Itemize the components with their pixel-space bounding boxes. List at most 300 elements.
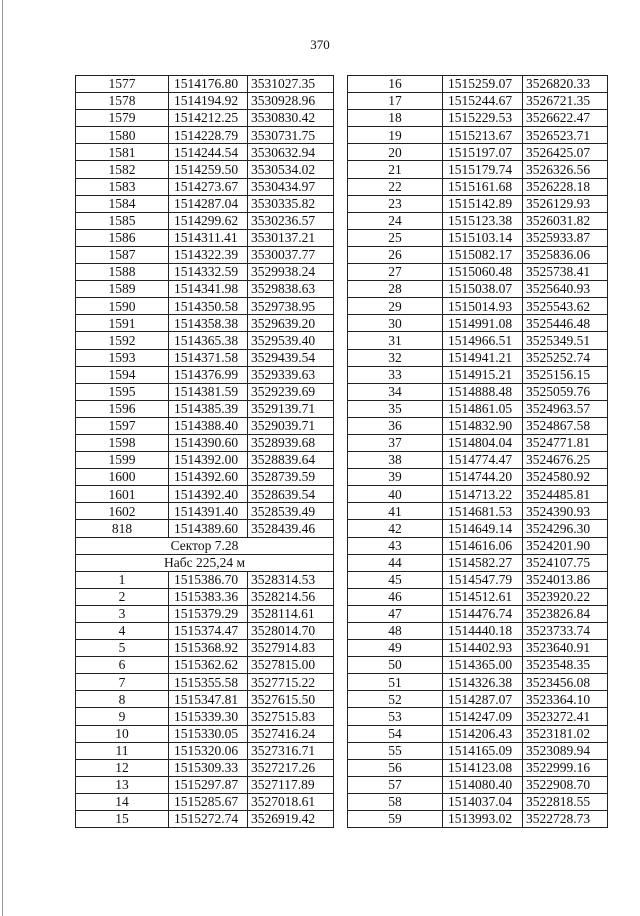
coord-x: 1514832.90: [443, 417, 523, 434]
point-number: 21: [348, 161, 443, 178]
coord-y: 3527715.22: [248, 674, 334, 691]
coord-y: 3524485.81: [523, 486, 608, 503]
table-row: [348, 691, 608, 708]
coord-y: 3522818.55: [523, 793, 608, 810]
point-number: 39: [348, 469, 443, 486]
table-row: [76, 229, 334, 246]
coord-x: 1515142.89: [443, 195, 523, 212]
table-row: [76, 246, 334, 263]
point-number: 1589: [76, 281, 169, 298]
point-number: 10: [76, 725, 169, 742]
point-number: 33: [348, 366, 443, 383]
point-number: 55: [348, 742, 443, 759]
coord-x: 1514206.43: [443, 725, 523, 742]
sector-subtitle: Набс 225,24 м: [76, 554, 334, 571]
table-row: [76, 127, 334, 144]
coord-y: 3523181.02: [523, 725, 608, 742]
table-row: [76, 691, 334, 708]
coordinates-table-right-body: [348, 76, 608, 828]
table-row: [76, 588, 334, 605]
point-number: 25: [348, 229, 443, 246]
table-row: [348, 537, 608, 554]
coord-x: 1514402.93: [443, 640, 523, 657]
table-row: [348, 434, 608, 451]
table-row: [348, 623, 608, 640]
coord-x: 1514385.39: [169, 400, 248, 417]
table-row: [348, 246, 608, 263]
table-row: [348, 366, 608, 383]
table-row: [348, 212, 608, 229]
coord-y: 3530632.94: [248, 144, 334, 161]
coord-y: 3526919.42: [248, 811, 334, 828]
coord-x: 1514547.79: [443, 571, 523, 588]
table-row: [76, 161, 334, 178]
point-number: 53: [348, 708, 443, 725]
coord-x: 1514371.58: [169, 349, 248, 366]
coord-y: 3529938.24: [248, 264, 334, 281]
point-number: 13: [76, 776, 169, 793]
point-number: 9: [76, 708, 169, 725]
coord-x: 1514744.20: [443, 469, 523, 486]
coord-y: 3528939.68: [248, 434, 334, 451]
table-row: [76, 469, 334, 486]
coord-y: 3523272.41: [523, 708, 608, 725]
coord-x: 1515330.05: [169, 725, 248, 742]
table-row: [348, 742, 608, 759]
table-row: [348, 503, 608, 520]
point-number: 31: [348, 332, 443, 349]
coord-x: 1514123.08: [443, 759, 523, 776]
point-number: 51: [348, 674, 443, 691]
coord-y: 3529539.40: [248, 332, 334, 349]
point-number: 36: [348, 417, 443, 434]
table-row: [348, 640, 608, 657]
coord-y: 3527117.89: [248, 776, 334, 793]
table-row: [76, 195, 334, 212]
table-row: [348, 127, 608, 144]
point-number: 42: [348, 520, 443, 537]
coord-x: 1514365.00: [443, 657, 523, 674]
coord-y: 3528739.59: [248, 469, 334, 486]
coord-x: 1515259.07: [443, 76, 523, 93]
coord-x: 1515038.07: [443, 281, 523, 298]
coord-x: 1514440.18: [443, 623, 523, 640]
point-number: 16: [348, 76, 443, 93]
coord-y: 3529239.69: [248, 383, 334, 400]
coord-x: 1514228.79: [169, 127, 248, 144]
point-number: 2: [76, 588, 169, 605]
coord-x: 1514616.06: [443, 537, 523, 554]
table-row: [76, 503, 334, 520]
sector-subtitle-row: [76, 554, 334, 571]
coord-x: 1515179.74: [443, 161, 523, 178]
coord-y: 3525738.41: [523, 264, 608, 281]
table-row: [76, 332, 334, 349]
coord-y: 3522728.73: [523, 811, 608, 828]
coord-y: 3528314.53: [248, 571, 334, 588]
point-number: 43: [348, 537, 443, 554]
coord-x: 1514390.60: [169, 434, 248, 451]
table-row: [76, 212, 334, 229]
table-row: [348, 469, 608, 486]
coord-y: 3522999.16: [523, 759, 608, 776]
table-row: [76, 605, 334, 622]
table-row: [76, 708, 334, 725]
coord-y: 3526425.07: [523, 144, 608, 161]
table-row: [76, 383, 334, 400]
coord-y: 3526523.71: [523, 127, 608, 144]
coord-x: 1515272.74: [169, 811, 248, 828]
table-row: [348, 520, 608, 537]
point-number: 1586: [76, 229, 169, 246]
coord-x: 1514287.04: [169, 195, 248, 212]
coord-x: 1514888.48: [443, 383, 523, 400]
table-row: [76, 144, 334, 161]
point-number: 40: [348, 486, 443, 503]
table-row: [348, 144, 608, 161]
table-row: [348, 554, 608, 571]
coord-x: 1515339.30: [169, 708, 248, 725]
table-row: [348, 161, 608, 178]
coord-y: 3529339.63: [248, 366, 334, 383]
table-row: [76, 110, 334, 127]
coord-x: 1515297.87: [169, 776, 248, 793]
point-number: 52: [348, 691, 443, 708]
coord-y: 3526326.56: [523, 161, 608, 178]
coord-x: 1514259.50: [169, 161, 248, 178]
coord-x: 1514861.05: [443, 400, 523, 417]
coord-x: 1514915.21: [443, 366, 523, 383]
point-number: 23: [348, 195, 443, 212]
coord-y: 3529639.20: [248, 315, 334, 332]
point-number: 38: [348, 452, 443, 469]
coord-x: 1515383.36: [169, 588, 248, 605]
coord-y: 3528639.54: [248, 486, 334, 503]
coord-y: 3523364.10: [523, 691, 608, 708]
table-row: [76, 759, 334, 776]
table-row: [348, 417, 608, 434]
coord-y: 3524867.58: [523, 417, 608, 434]
coord-y: 3527515.83: [248, 708, 334, 725]
coord-x: 1514287.07: [443, 691, 523, 708]
point-number: 7: [76, 674, 169, 691]
point-number: 1584: [76, 195, 169, 212]
table-row: [76, 400, 334, 417]
coord-y: 3528214.56: [248, 588, 334, 605]
point-number: 17: [348, 93, 443, 110]
point-number: 22: [348, 178, 443, 195]
table-row: [348, 349, 608, 366]
table-row: [348, 725, 608, 742]
point-number: 11: [76, 742, 169, 759]
point-number: 4: [76, 623, 169, 640]
coord-x: 1515362.62: [169, 657, 248, 674]
coord-x: 1515347.81: [169, 691, 248, 708]
point-number: 19: [348, 127, 443, 144]
coord-x: 1514512.61: [443, 588, 523, 605]
table-row: [348, 76, 608, 93]
table-row: [348, 657, 608, 674]
coord-x: 1514476.74: [443, 605, 523, 622]
coord-x: 1514194.92: [169, 93, 248, 110]
coord-y: 3530434.97: [248, 178, 334, 195]
point-number: 1591: [76, 315, 169, 332]
coord-x: 1514165.09: [443, 742, 523, 759]
coord-y: 3526721.35: [523, 93, 608, 110]
coord-x: 1515320.06: [169, 742, 248, 759]
coord-y: 3527914.83: [248, 640, 334, 657]
point-number: 56: [348, 759, 443, 776]
coord-y: 3526129.93: [523, 195, 608, 212]
coord-x: 1515355.58: [169, 674, 248, 691]
coord-y: 3524013.86: [523, 571, 608, 588]
coord-x: 1514365.38: [169, 332, 248, 349]
coord-x: 1514389.60: [169, 520, 248, 537]
coord-y: 3524390.93: [523, 503, 608, 520]
coord-x: 1514244.54: [169, 144, 248, 161]
coord-y: 3530830.42: [248, 110, 334, 127]
coord-x: 1515244.67: [443, 93, 523, 110]
coord-y: 3528839.64: [248, 452, 334, 469]
table-row: [76, 349, 334, 366]
table-row: [348, 486, 608, 503]
point-number: 1: [76, 571, 169, 588]
coord-x: 1514966.51: [443, 332, 523, 349]
point-number: 1593: [76, 349, 169, 366]
coord-y: 3527815.00: [248, 657, 334, 674]
table-row: [76, 623, 334, 640]
table-row: [76, 76, 334, 93]
coord-x: 1515213.67: [443, 127, 523, 144]
table-row: [76, 742, 334, 759]
point-number: 1588: [76, 264, 169, 281]
coordinates-table-right: [347, 75, 608, 828]
coord-x: 1515014.93: [443, 298, 523, 315]
coordinates-table-left: [75, 75, 334, 828]
coord-y: 3523456.08: [523, 674, 608, 691]
coord-y: 3522908.70: [523, 776, 608, 793]
table-row: [348, 708, 608, 725]
coord-x: 1515386.70: [169, 571, 248, 588]
coord-x: 1514311.41: [169, 229, 248, 246]
table-row: [348, 674, 608, 691]
coord-y: 3528439.46: [248, 520, 334, 537]
coord-x: 1515082.17: [443, 246, 523, 263]
coord-x: 1514392.40: [169, 486, 248, 503]
page-number: 370: [310, 37, 330, 52]
coordinates-table-left-body: [76, 76, 334, 538]
coord-x: 1514392.00: [169, 452, 248, 469]
point-number: 59: [348, 811, 443, 828]
table-row: [348, 383, 608, 400]
table-row: [76, 281, 334, 298]
coord-x: 1514649.14: [443, 520, 523, 537]
table-row: [348, 298, 608, 315]
coord-y: 3530928.96: [248, 93, 334, 110]
coord-x: 1515374.47: [169, 623, 248, 640]
table-row: [76, 178, 334, 195]
coord-y: 3527615.50: [248, 691, 334, 708]
point-number: 1580: [76, 127, 169, 144]
table-row: [76, 264, 334, 281]
point-number: 1583: [76, 178, 169, 195]
point-number: 1600: [76, 469, 169, 486]
point-number: 34: [348, 383, 443, 400]
table-row: [348, 195, 608, 212]
point-number: 44: [348, 554, 443, 571]
coord-y: 3530137.21: [248, 229, 334, 246]
coord-y: 3524296.30: [523, 520, 608, 537]
point-number: 54: [348, 725, 443, 742]
coord-x: 1514176.80: [169, 76, 248, 93]
point-number: 1596: [76, 400, 169, 417]
table-row: [348, 452, 608, 469]
point-number: 1578: [76, 93, 169, 110]
point-number: 58: [348, 793, 443, 810]
table-row: [76, 434, 334, 451]
coord-x: 1514358.38: [169, 315, 248, 332]
coord-y: 3527018.61: [248, 793, 334, 810]
coord-x: 1513993.02: [443, 811, 523, 828]
coord-x: 1514388.40: [169, 417, 248, 434]
table-row: [348, 776, 608, 793]
point-number: 29: [348, 298, 443, 315]
point-number: 1579: [76, 110, 169, 127]
coord-y: 3524676.25: [523, 452, 608, 469]
point-number: 1594: [76, 366, 169, 383]
coord-x: 1514713.22: [443, 486, 523, 503]
point-number: 12: [76, 759, 169, 776]
coord-x: 1515309.33: [169, 759, 248, 776]
point-number: 1581: [76, 144, 169, 161]
coord-x: 1515197.07: [443, 144, 523, 161]
table-row: [76, 417, 334, 434]
point-number: 14: [76, 793, 169, 810]
coord-y: 3526820.33: [523, 76, 608, 93]
coord-y: 3525349.51: [523, 332, 608, 349]
coord-y: 3525059.76: [523, 383, 608, 400]
table-row: [76, 366, 334, 383]
point-number: 1592: [76, 332, 169, 349]
point-number: 3: [76, 605, 169, 622]
coord-y: 3530236.57: [248, 212, 334, 229]
point-number: 32: [348, 349, 443, 366]
point-number: 48: [348, 623, 443, 640]
coord-x: 1515161.68: [443, 178, 523, 195]
table-row: [76, 571, 334, 588]
coord-y: 3524963.57: [523, 400, 608, 417]
coord-y: 3526622.47: [523, 110, 608, 127]
coord-y: 3524580.92: [523, 469, 608, 486]
coord-x: 1515060.48: [443, 264, 523, 281]
point-number: 1590: [76, 298, 169, 315]
point-number: 1577: [76, 76, 169, 93]
point-number: 28: [348, 281, 443, 298]
table-row: [348, 759, 608, 776]
sector-title: Сектор 7.28: [76, 537, 334, 554]
point-number: 15: [76, 811, 169, 828]
coord-y: 3530335.82: [248, 195, 334, 212]
table-row: [76, 725, 334, 742]
point-number: 27: [348, 264, 443, 281]
point-number: 26: [348, 246, 443, 263]
table-row: [76, 93, 334, 110]
coord-x: 1514941.21: [443, 349, 523, 366]
point-number: 5: [76, 640, 169, 657]
point-number: 1587: [76, 246, 169, 263]
table-row: [348, 605, 608, 622]
coord-y: 3528114.61: [248, 605, 334, 622]
coord-x: 1515368.92: [169, 640, 248, 657]
coord-x: 1514322.39: [169, 246, 248, 263]
coord-y: 3523548.35: [523, 657, 608, 674]
table-row: [348, 400, 608, 417]
coord-y: 3531027.35: [248, 76, 334, 93]
coord-x: 1514212.25: [169, 110, 248, 127]
coord-x: 1514350.58: [169, 298, 248, 315]
coord-y: 3525446.48: [523, 315, 608, 332]
coord-x: 1514582.27: [443, 554, 523, 571]
table-row: [76, 640, 334, 657]
point-number: 57: [348, 776, 443, 793]
coord-x: 1514341.98: [169, 281, 248, 298]
point-number: 8: [76, 691, 169, 708]
coordinates-table-left-body-sector: [76, 571, 334, 827]
coord-x: 1514376.99: [169, 366, 248, 383]
table-row: [76, 520, 334, 537]
table-row: [76, 811, 334, 828]
table-row: [348, 281, 608, 298]
coord-y: 3523733.74: [523, 623, 608, 640]
table-row: [348, 588, 608, 605]
coord-y: 3529139.71: [248, 400, 334, 417]
coord-x: 1514037.04: [443, 793, 523, 810]
point-number: 35: [348, 400, 443, 417]
table-row: [76, 776, 334, 793]
coord-x: 1515103.14: [443, 229, 523, 246]
table-row: [348, 571, 608, 588]
point-number: 41: [348, 503, 443, 520]
coord-y: 3523920.22: [523, 588, 608, 605]
coord-y: 3527217.26: [248, 759, 334, 776]
coord-y: 3523826.84: [523, 605, 608, 622]
coord-x: 1514381.59: [169, 383, 248, 400]
coord-y: 3528539.49: [248, 503, 334, 520]
coord-y: 3525933.87: [523, 229, 608, 246]
coord-y: 3524201.90: [523, 537, 608, 554]
table-row: [348, 811, 608, 828]
coord-y: 3530534.02: [248, 161, 334, 178]
point-number: 46: [348, 588, 443, 605]
coord-y: 3530731.75: [248, 127, 334, 144]
coord-y: 3530037.77: [248, 246, 334, 263]
point-number: 30: [348, 315, 443, 332]
coord-y: 3523089.94: [523, 742, 608, 759]
point-number: 1601: [76, 486, 169, 503]
table-row: [76, 315, 334, 332]
point-number: 20: [348, 144, 443, 161]
point-number: 45: [348, 571, 443, 588]
coord-y: 3525156.15: [523, 366, 608, 383]
table-row: [348, 332, 608, 349]
point-number: 50: [348, 657, 443, 674]
point-number: 49: [348, 640, 443, 657]
point-number: 1597: [76, 417, 169, 434]
table-row: [348, 178, 608, 195]
coord-x: 1514299.62: [169, 212, 248, 229]
coord-y: 3529439.54: [248, 349, 334, 366]
table-row: [76, 793, 334, 810]
